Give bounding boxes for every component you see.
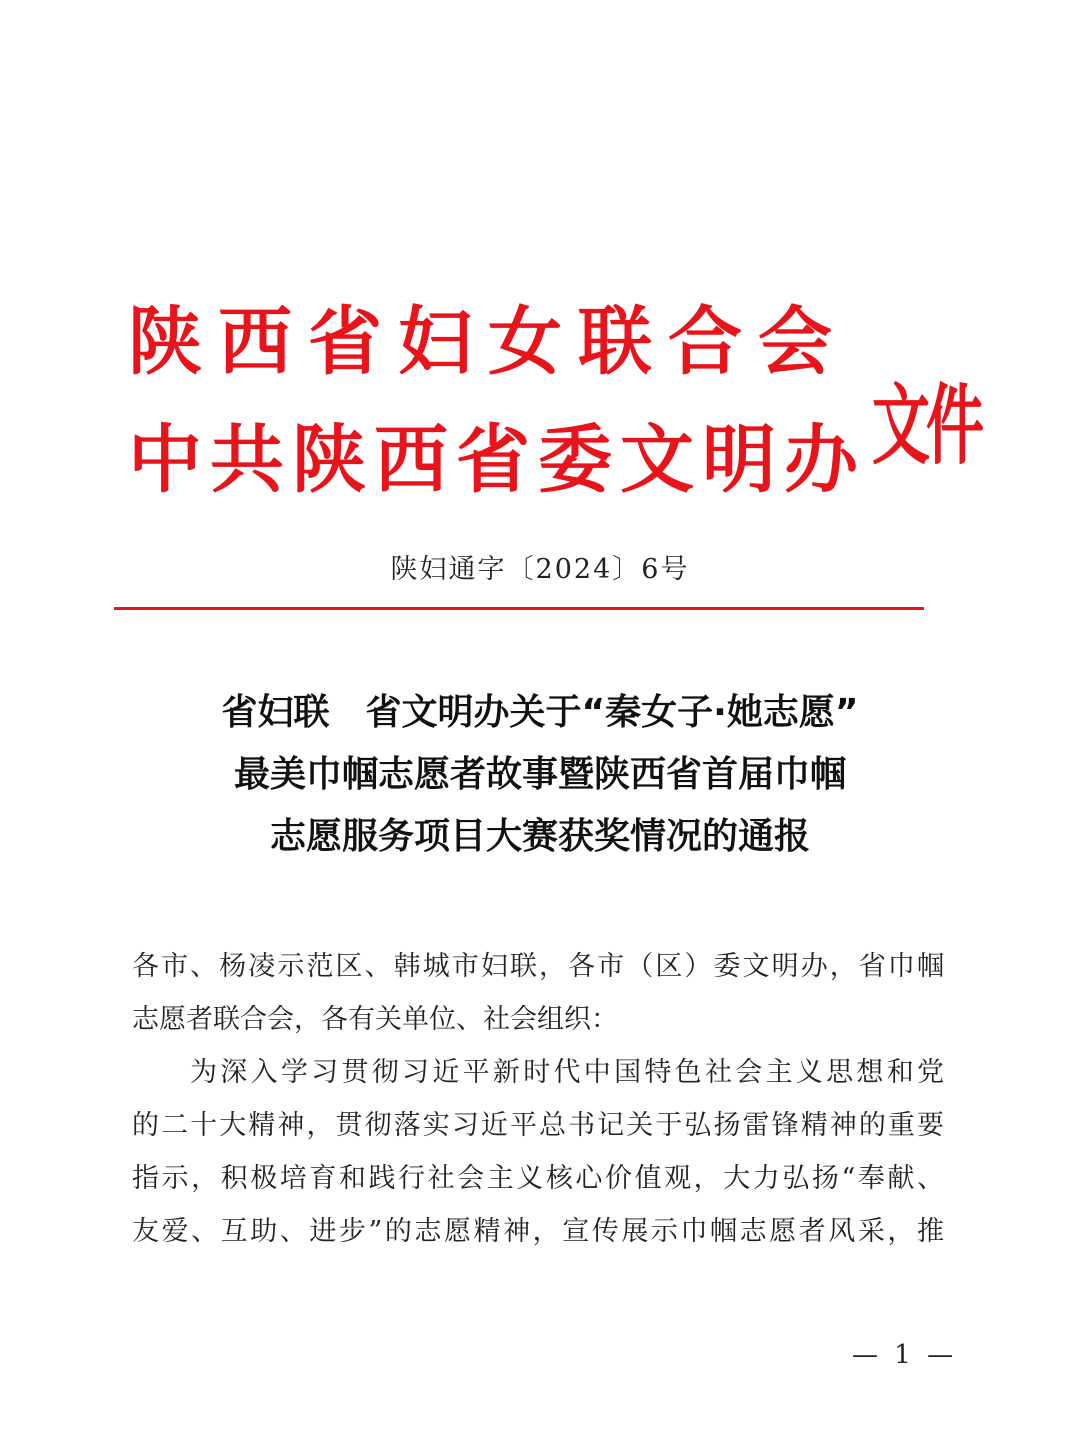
addressee-line-1: 各市、杨凌示范区、韩城市妇联，各市（区）委文明办，省巾帼 bbox=[132, 951, 944, 982]
paragraph-line-3: 指示，积极培育和践行社会主义核心价值观，大力弘扬“奉献、 bbox=[132, 1163, 944, 1194]
title-line-2: 最美巾帼志愿者故事暨陕西省首届巾帼 bbox=[233, 754, 846, 795]
addressee-line-2: 志愿者联合会，各有关单位、社会组织： bbox=[132, 1004, 618, 1035]
page-number: — 1 — bbox=[852, 1340, 958, 1370]
paragraph-line-2: 的二十大精神，贯彻落实习近平总书记关于弘扬雷锋精神的重要 bbox=[132, 1110, 944, 1141]
title-line-3: 志愿服务项目大赛获奖情况的通报 bbox=[269, 816, 810, 857]
document-title bbox=[80, 682, 1000, 868]
paragraph-line-4: 友爱、互助、进步”的志愿精神，宣传展示巾帼志愿者风采，推 bbox=[132, 1216, 944, 1247]
document-body bbox=[132, 940, 944, 1258]
red-divider-line bbox=[114, 607, 924, 610]
letterhead-file-label: 文件 bbox=[872, 374, 981, 477]
paragraph-line-1: 为深入学习贯彻习近平新时代中国特色社会主义思想和党 bbox=[190, 1057, 944, 1088]
title-line-1: 省妇联 省文明办关于“秦女子·她志愿” bbox=[221, 692, 859, 733]
document-number: 陕妇通字〔2024〕6号 bbox=[390, 554, 690, 585]
letterhead-org-womens-federation: 陕西省妇女联合会 bbox=[128, 299, 848, 385]
letterhead-org-civilization-office: 中共陕西省委文明办 bbox=[128, 417, 866, 503]
